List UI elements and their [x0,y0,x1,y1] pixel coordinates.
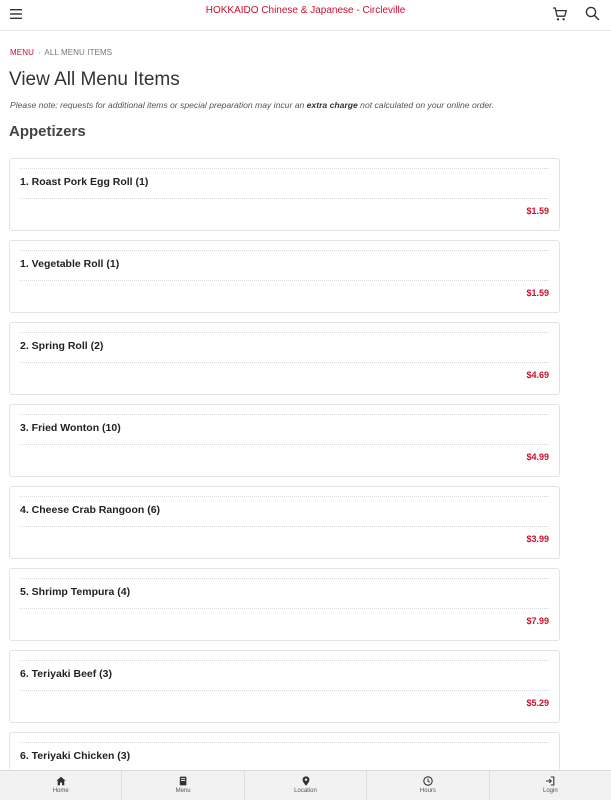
divider [20,608,549,609]
nav-menu-label: Menu [175,788,191,794]
menu-item-name: 6. Teriyaki Beef (3) [20,668,113,680]
order-note [10,100,494,110]
search-icon[interactable] [584,5,601,22]
menu-items-list [9,158,560,800]
divider [20,250,549,251]
menu-item-card[interactable] [9,404,560,477]
clock-icon [423,776,433,786]
divider [20,660,549,661]
nav-login-label: Login [542,788,558,794]
divider [20,332,549,333]
nav-hours[interactable] [367,771,489,800]
note-text-before: Please note: requests for additional items or special preparation may incur an [10,100,305,110]
menu-item-name: 3. Fried Wonton (10) [20,422,121,434]
section-title-appetizers: Appetizers [9,123,86,140]
menu-item-card[interactable] [9,322,560,395]
divider [20,526,549,527]
menu-item-card[interactable] [9,650,560,723]
breadcrumb-menu-link[interactable]: MENU [10,48,34,57]
menu-item-price: $4.99 [526,452,549,462]
menu-item-name: 1. Vegetable Roll (1) [20,258,120,270]
menu-item-name: 4. Cheese Crab Rangoon (6) [20,504,161,516]
menu-item-name: 1. Roast Pork Egg Roll (1) [20,176,149,188]
nav-login[interactable] [490,771,611,800]
menu-item-price: $7.99 [526,616,549,626]
menu-item-price: $1.59 [526,206,549,216]
top-bar [0,0,611,31]
menu-item-card[interactable] [9,240,560,313]
divider [20,168,549,169]
menu-item-price: $4.69 [526,370,549,380]
breadcrumb-separator: › [37,50,41,57]
note-extra-charge: extra charge [306,100,358,110]
divider [20,496,549,497]
login-icon [545,776,555,786]
breadcrumb [10,48,112,57]
cart-icon[interactable] [551,5,569,23]
menu-item-name: 6. Teriyaki Chicken (3) [20,750,131,762]
nav-menu[interactable] [122,771,244,800]
menu-book-icon [178,776,188,786]
restaurant-title[interactable]: HOKKAIDO Chinese & Japanese - Circleville [205,5,406,16]
menu-item-price: $1.59 [526,288,549,298]
nav-location-label: Location [294,788,317,794]
location-pin-icon [301,776,311,786]
nav-location[interactable] [245,771,367,800]
nav-home[interactable] [0,771,122,800]
nav-hours-label: Hours [419,788,436,794]
page-title: View All Menu Items [9,69,180,90]
divider [20,742,549,743]
menu-item-price: $3.99 [526,534,549,544]
divider [20,578,549,579]
divider [20,362,549,363]
menu-item-name: 2. Spring Roll (2) [20,340,104,352]
menu-item-price: $5.29 [526,698,549,708]
menu-item-card[interactable] [9,568,560,641]
menu-item-name: 5. Shrimp Tempura (4) [20,586,131,598]
note-text-after: not calculated on your online order. [360,100,495,110]
menu-item-card[interactable] [9,158,560,231]
divider [20,690,549,691]
bottom-nav [0,770,611,800]
home-icon [56,776,66,786]
divider [20,444,549,445]
divider [20,280,549,281]
menu-item-card[interactable] [9,486,560,559]
divider [20,414,549,415]
divider [20,198,549,199]
nav-home-label: Home [52,788,69,794]
breadcrumb-current: ALL MENU ITEMS [44,48,113,57]
